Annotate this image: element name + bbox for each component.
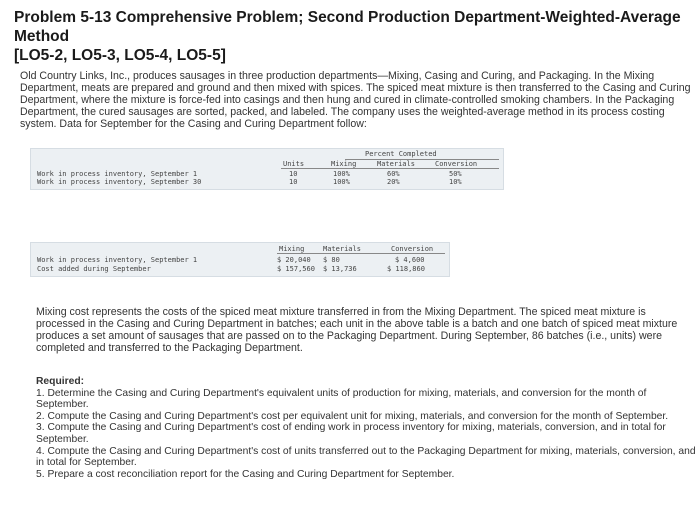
row1-units: 10 (289, 170, 298, 178)
row1-label: Work in process inventory, September 1 (37, 170, 198, 178)
required-item-2: 2. Compute the Casing and Curing Department's cost per equivalent unit for mixing, materials, and conversion for the month of September. (36, 410, 669, 422)
row2-label: Work in process inventory, September 30 (37, 178, 202, 186)
col-materials: Materials (377, 160, 415, 168)
row2-units: 10 (289, 178, 298, 186)
cost-row2-conversion: $ 118,860 (387, 265, 425, 273)
row1-materials: 60% (387, 170, 400, 178)
required-item-3: 3. Compute the Casing and Curing Department's cost of ending work in process inventory for mixing, materials, conversion, and in total for September. (36, 422, 666, 445)
mixing-cost-paragraph: Mixing cost represents the costs of the spiced meat mixture transferred in from the Mixing Department. The spiced meat mixture is processed in the Casing and Curing Department in batches; each unit in the above table is a batch and one batch of spiced meat mixture produces a set amount of sausages that are passed on to the Packaging Department. During September, 86 batches (i.e., units) were completed and transferred to the Packaging Department. (36, 306, 678, 355)
title-line-2: [LO5-2, LO5-3, LO5-4, LO5-5] (14, 47, 226, 64)
cost-row2-materials: $ 13,736 (323, 265, 357, 273)
page-title (14, 8, 694, 65)
cost-row2-mixing: $ 157,560 (277, 265, 315, 273)
col-conversion: Conversion (391, 245, 434, 253)
col-units: Units (283, 160, 305, 168)
col-mixing: Mixing (279, 245, 305, 253)
col-mixing: Mixing (331, 160, 357, 168)
cost-row1-mixing: $ 20,040 (277, 256, 311, 264)
units-table (30, 148, 504, 190)
percent-completed-header: Percent Completed (365, 150, 437, 158)
cost-row1-materials: $ 80 (323, 256, 340, 264)
required-item-5: 5. Prepare a cost reconciliation report for the Casing and Curing Department for September. (36, 468, 455, 480)
required-item-1: 1. Determine the Casing and Curing Department's equivalent units of production for mixing, materials, and conversion for the month of September. (36, 387, 647, 411)
col-conversion: Conversion (435, 160, 478, 168)
row2-mixing: 100% (333, 178, 350, 186)
cost-row1-label: Work in process inventory, September 1 (37, 256, 198, 264)
required-heading: Required: (36, 376, 85, 387)
cost-row2-label: Cost added during September (37, 265, 151, 273)
row2-materials: 20% (387, 178, 400, 186)
required-section (36, 376, 696, 480)
required-item-4: 4. Compute the Casing and Curing Department's cost of units transferred out to the Packaging Department for mixing, materials, conversion, and in total for September. (36, 445, 696, 469)
row1-conversion: 50% (449, 170, 462, 178)
cost-row1-conversion: $ 4,600 (395, 256, 425, 264)
cost-table (30, 242, 450, 277)
col-materials: Materials (323, 245, 361, 253)
title-line-1: Problem 5-13 Comprehensive Problem; Second Production Department-Weighted-Average Method (14, 9, 681, 45)
intro-paragraph: Old Country Links, Inc., produces sausages in three production departments—Mixing, Casing and Curing, and Packaging. In the Mixing Department, meats are prepared and ground and then mixed with spices. The spiced meat mixture is then transferred to the Casing and Curing Department, where the mixture is force-fed into casings and then hung and cured in climate-controlled smoking chambers. In the Packaging Department, the cured sausages are sorted, packed, and labeled. The company uses the weighted-average method in its process costing system. Data for September for the Casing and Curing Department follow: (20, 70, 691, 131)
row1-mixing: 100% (333, 170, 350, 178)
row2-conversion: 10% (449, 178, 462, 186)
